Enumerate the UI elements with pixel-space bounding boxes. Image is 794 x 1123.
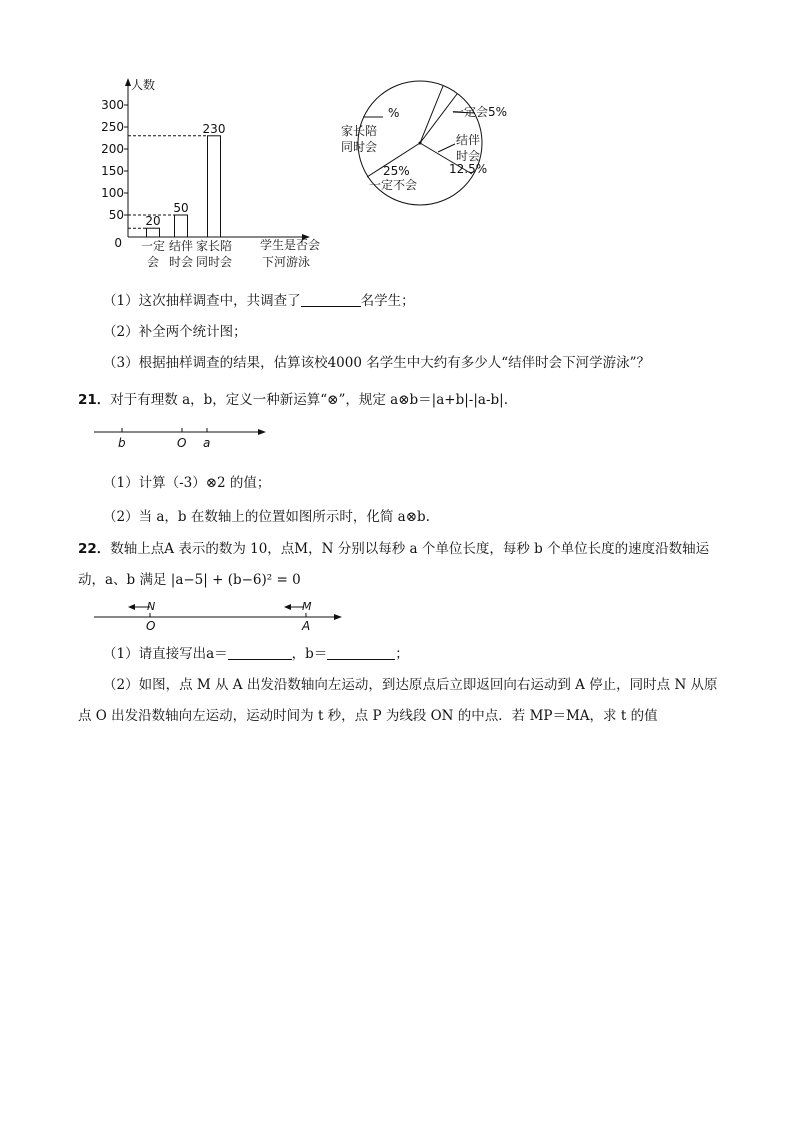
q22-label-O: O [146,619,156,633]
q20-part2: （2）补全两个统计图； [103,324,247,340]
pie-label-together-2: 时会 [456,149,481,163]
q20-part3: （3）根据抽样调查的结果，估算该校4000 名学生中大约有多少人“结伴时会下河学游泳”？ [103,355,651,371]
q22-axis-arrow [334,614,342,620]
bar-value-label: 230 [202,121,226,136]
pie-chart [325,80,525,210]
pie-pct-together: 12.5% [449,162,488,176]
bar-category-label: 家长陪 [195,239,233,253]
pie-leader-together [438,144,455,152]
y-tick-label: 50 [108,208,124,222]
pie-center [419,142,422,145]
bar-category-label: 时会 [168,255,194,269]
q21-part1: （1）计算（-3）⊗2 的值； [103,475,271,491]
bar-2 [175,215,188,237]
q21-number: 21． [78,392,111,408]
q21-number-line [92,423,272,451]
bar-category-label: 结伴 [168,239,194,253]
bar-value-label: 20 [145,214,161,229]
q21-stem: 21．对于有理数 a，b，定义一种新运算“⊗”，规定 a⊗b＝|a+b|-|a-b|. [78,392,508,408]
q22-part2-line2: 点 O 出发沿数轴向左运动，运动时间为 t 秒，点 P 为线段 ON 的中点．若 MP＝MA，求 t 的值 [78,708,658,724]
q21-label-b: b [118,436,126,450]
q22-label-A: A [302,619,311,633]
q22-part2-line1: （2）如图，点 M 从 A 出发沿数轴向左运动，到达原点后立即返回向右运动到 A 停止，同时点 N 从原 [103,677,718,693]
q21-axis-arrow [258,429,266,435]
y-tick-label: 250 [101,120,124,134]
pie-label-not: 一定不会 [369,178,418,192]
bar-1 [147,228,160,237]
q22-label-N: N [147,600,156,613]
q20-part1: （1）这次抽样调查中，共调查了 名学生； [103,293,415,309]
y-ticks [101,98,128,250]
y-tick-label: 150 [101,164,124,178]
q21-label-O: O [177,436,187,450]
q22-stem-line2: 动，a、b 满足 |a−5| + (b−6)² = 0 [78,572,301,588]
pie-label-definitely: 一定会5% [452,105,508,119]
y-tick-label: 100 [101,186,124,200]
bar-category-label: 同时会 [195,255,233,269]
bar-value-label: 50 [173,201,189,215]
q22-blank-a [228,645,292,660]
q22-stem-line1: 22．数轴上点A 表示的数为 10，点M，N 分别以每秒 a 个单位长度，每秒 b 个单位长度的速度沿数轴运 [78,541,710,557]
pie-blank-pct: % [388,106,400,120]
q22-part1: （1）请直接写出a＝ ，b＝ ； [103,646,409,662]
q22-number-line [92,598,347,634]
q20-blank-total [301,292,361,307]
q21-part2: （2）当 a，b 在数轴上的位置如图所示时，化简 a⊗b. [103,509,430,525]
x-axis-label-line2: 下河游泳 [262,255,311,269]
q21-label-a: a [203,436,211,450]
pie-label-together-1: 结伴 [456,133,481,147]
bars [128,122,232,269]
pie-label-parent-1: 家长陪 [341,124,378,138]
y-tick-label: 300 [101,98,124,112]
bar-category-label: 会 [146,255,160,269]
q22-arrow-M [284,604,291,610]
q22-arrow-N [128,604,135,610]
q22-blank-b [327,645,395,660]
pie-divider-1 [420,86,443,143]
y-tick-label: 0 [114,236,122,250]
q22-number: 22． [78,541,111,557]
pie-label-parent-2: 同时会 [341,140,378,154]
bar-3 [208,136,221,237]
q22-label-M: M [302,600,312,613]
y-tick-label: 200 [101,142,124,156]
pie-pct-not: 25% [383,164,410,178]
bar-chart [80,75,340,275]
y-axis-label: 人数 [131,78,156,92]
bar-category-label: 一定 [140,239,166,253]
x-axis-label-line1: 学生是否会 [260,238,321,252]
